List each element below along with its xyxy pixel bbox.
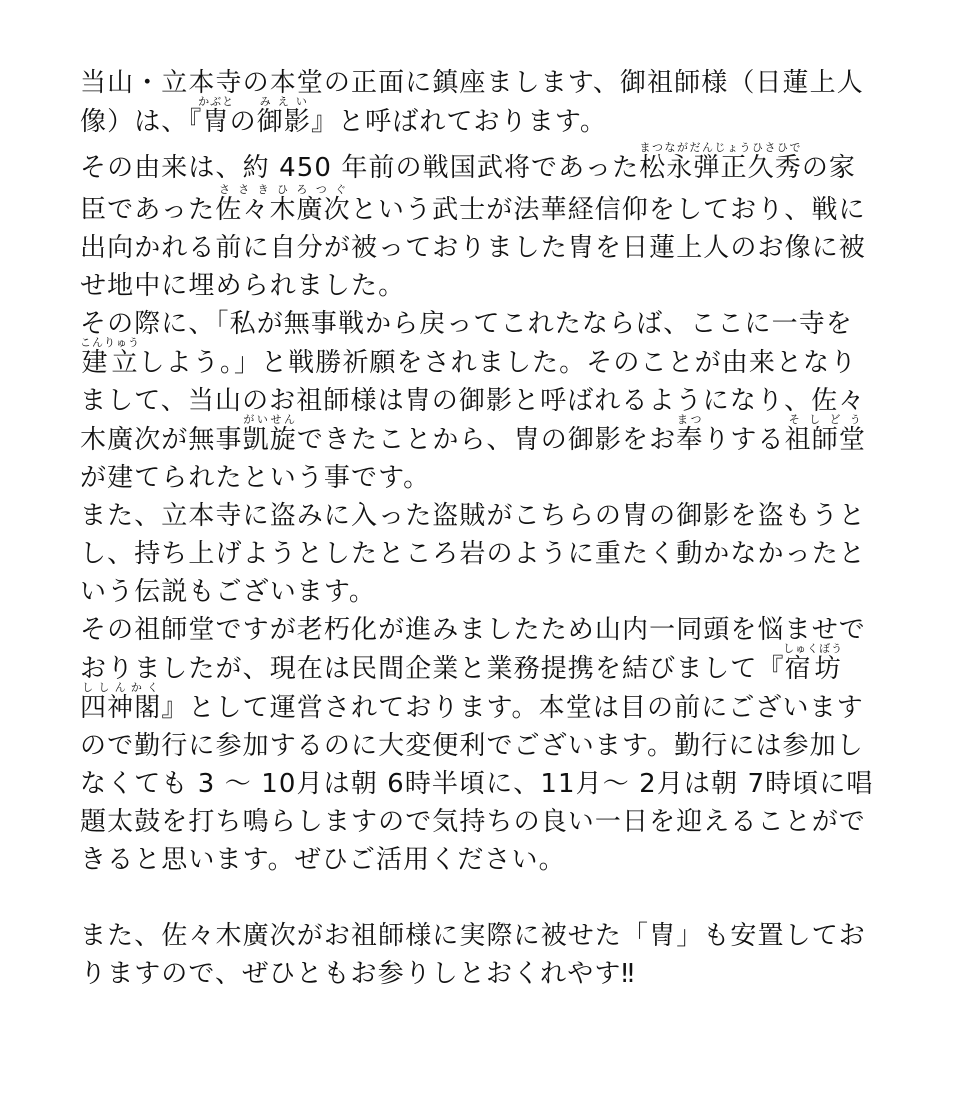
ruby-word bbox=[80, 336, 140, 378]
furigana: ししんかく bbox=[80, 681, 162, 694]
ruby-word bbox=[256, 95, 311, 137]
ruby-base: 佐々木廣次 bbox=[215, 195, 351, 225]
text-segment: 』として運営されております。本堂は目の前にございますので勤行に参加するのに大変便利でございます。勤行には参加しなくても 3 〜 10月は朝 6時半頃に、11月〜 2月は朝 7時頃に唱題太鼓を打ち鳴らしますので気持ちの良い一日を迎えることができると思います。ぜひご活用ください。 bbox=[80, 693, 874, 875]
ruby-word bbox=[215, 183, 351, 225]
text-segment: という武士が法華経信仰をしており、戦に出向かれる前に自分が被っておりました冑を日蓮上人のお像に被せ地中に埋められました。 bbox=[80, 195, 866, 301]
paragraph bbox=[80, 917, 880, 993]
text-segment: また、立本寺に盗みに入った盗賊がこちらの冑の御影を盗もうとし、持ち上げようとしたところ岩のように重たく動かなかったという伝説もございます。 bbox=[80, 501, 866, 607]
furigana: まつながだんじょうひさひで bbox=[639, 141, 802, 154]
paragraph bbox=[80, 611, 880, 879]
text-segment: 当山・立本寺の本堂の正面に鎮座まします、御祖師様（日蓮上人像）は、『 bbox=[80, 68, 864, 137]
furigana: かぶと bbox=[198, 95, 235, 108]
ruby-base: 松永弾正久秀 bbox=[639, 153, 802, 183]
paragraph bbox=[80, 64, 880, 141]
furigana: みえい bbox=[256, 95, 311, 108]
paragraph bbox=[80, 497, 880, 611]
paragraph bbox=[80, 141, 880, 305]
text-segment: その由来は、約 450 年前の戦国武将であった bbox=[80, 153, 640, 183]
furigana: ささきひろつぐ bbox=[215, 183, 351, 196]
text-segment: の家臣であった bbox=[80, 153, 857, 225]
paragraph bbox=[80, 305, 880, 497]
furigana: こんりゅう bbox=[80, 336, 140, 349]
furigana: がいせん bbox=[242, 413, 297, 426]
text-segment: の bbox=[229, 107, 257, 137]
ruby-base: 祖師堂 bbox=[784, 425, 866, 455]
text-segment: 』と呼ばれております。 bbox=[310, 107, 607, 137]
ruby-base: 宿坊 bbox=[783, 654, 844, 684]
ruby-base: 四神閣 bbox=[80, 693, 162, 723]
ruby-word bbox=[639, 141, 802, 183]
furigana: まつ bbox=[676, 413, 704, 426]
text-segment: りする bbox=[703, 425, 785, 455]
text-segment: が建てられたという事です。 bbox=[80, 463, 431, 493]
ruby-word bbox=[783, 642, 844, 684]
ruby-base: 御影 bbox=[256, 107, 311, 137]
ruby-word bbox=[80, 681, 162, 723]
text-segment: その祖師堂ですが老朽化が進みましたため山内一同頭を悩ませでおりましたが、現在は民間企業と業務提携を結びまして『 bbox=[80, 615, 866, 684]
ruby-base: 奉 bbox=[676, 425, 704, 455]
furigana: そしどう bbox=[784, 413, 866, 426]
ruby-base: 凱旋 bbox=[242, 425, 297, 455]
ruby-word bbox=[198, 95, 235, 137]
ruby-base: 建立 bbox=[80, 348, 140, 378]
furigana: しゅくぼう bbox=[783, 642, 844, 655]
text-segment: しよう。」と戦勝祈願をされました。そのことが由来となりまして、当山のお祖師様は冑の御影と呼ばれるようになり、佐々木廣次が無事 bbox=[80, 348, 866, 455]
text-segment: また、佐々木廣次がお祖師様に実際に被せた「冑」も安置しておりますので、ぜひともお参りしとおくれやす‼ bbox=[80, 921, 866, 989]
ruby-word bbox=[676, 413, 704, 455]
blank-line bbox=[80, 879, 880, 917]
ruby-word bbox=[784, 413, 866, 455]
text-segment: その際に、「私が無事戦から戻ってこれたならば、ここに一寺を bbox=[80, 309, 853, 339]
ruby-base: 冑 bbox=[198, 107, 235, 137]
text-segment: できたことから、冑の御影をお bbox=[296, 425, 677, 455]
ruby-word bbox=[242, 413, 297, 455]
